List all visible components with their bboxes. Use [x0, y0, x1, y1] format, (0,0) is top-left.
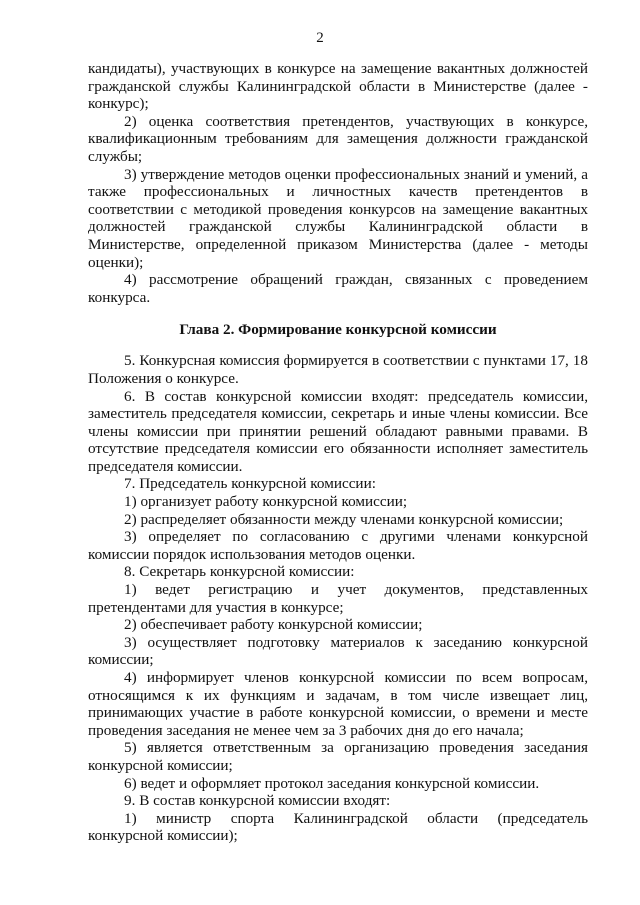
- paragraph-9: 9. В состав конкурсной комиссии входят:: [124, 792, 391, 810]
- paragraph-5: 5. Конкурсная комиссия формируется в соответствии с пунктами 17, 18 Положения о конкурсе.: [88, 352, 588, 387]
- paragraph-item-4: 4) рассмотрение обращений граждан, связанных с проведением конкурса.: [88, 271, 588, 306]
- paragraph-7-item-1: 1) организует работу конкурсной комиссии;: [124, 493, 408, 511]
- paragraph-9-item-1: 1) министр спорта Калининградской области (председатель конкурсной комиссии);: [88, 809, 588, 845]
- page-number: 2: [316, 30, 324, 46]
- paragraph-8-item-1: 1) ведет регистрацию и учет документов, представленных претендентами для участия в конкурсе;: [88, 581, 588, 616]
- paragraph-7-item-3: 3) определяет по согласованию с другими членами конкурсной комиссии порядок использования методов оценки.: [88, 528, 588, 563]
- paragraph-item-3: 3) утверждение методов оценки профессиональных знаний и умений, а также профессиональных и личностных качеств претендентов в соответствии с методикой проведения конкурсов на замещение вакантных должностей гражданской службы Калининградской области в Министерстве, определенной приказом Министерства (далее - методы оценки);: [88, 165, 588, 271]
- document-body: [88, 60, 588, 845]
- paragraph-6: 6. В состав конкурсной комиссии входят: председатель комиссии, заместитель председателя комиссии, секретарь и иные члены комиссии. Все члены комиссии при принятии решений обладают равными правами. В отсутствие председателя комиссии его обязанности исполняет заместитель председателя комиссии.: [88, 387, 588, 475]
- paragraph-continuation: кандидаты), участвующих в конкурсе на замещение вакантных должностей гражданской службы Калининградской области в Министерстве (далее - конкурс);: [88, 60, 588, 113]
- paragraph-8-item-3: 3) осуществляет подготовку материалов к заседанию конкурсной комиссии;: [88, 633, 588, 669]
- paragraph-8-item-6: 6) ведет и оформляет протокол заседания конкурсной комиссии.: [124, 774, 540, 792]
- paragraph-8-item-5: 5) является ответственным за организацию проведения заседания конкурсной комиссии;: [88, 739, 588, 774]
- paragraph-8-item-4: 4) информирует членов конкурсной комиссии по всем вопросам, относящимся к их функциям и задачам, в том числе извещает лиц, принимающих участие в работе конкурсной комиссии, о времени и месте проведения заседания не менее чем за 3 рабочих дня до его начала;: [88, 669, 588, 739]
- paragraph-8-item-2: 2) обеспечивает работу конкурсной комиссии;: [124, 616, 423, 634]
- chapter-heading: Глава 2. Формирование конкурсной комиссии: [179, 321, 497, 339]
- paragraph-7: 7. Председатель конкурсной комиссии:: [124, 475, 376, 493]
- paragraph-7-item-2: 2) распределяет обязанности между членами конкурсной комиссии;: [124, 510, 564, 528]
- paragraph-item-2: 2) оценка соответствия претендентов, участвующих в конкурсе, квалификационным требованиям для замещения должности гражданской службы;: [88, 112, 588, 165]
- paragraph-8: 8. Секретарь конкурсной комиссии:: [124, 563, 355, 581]
